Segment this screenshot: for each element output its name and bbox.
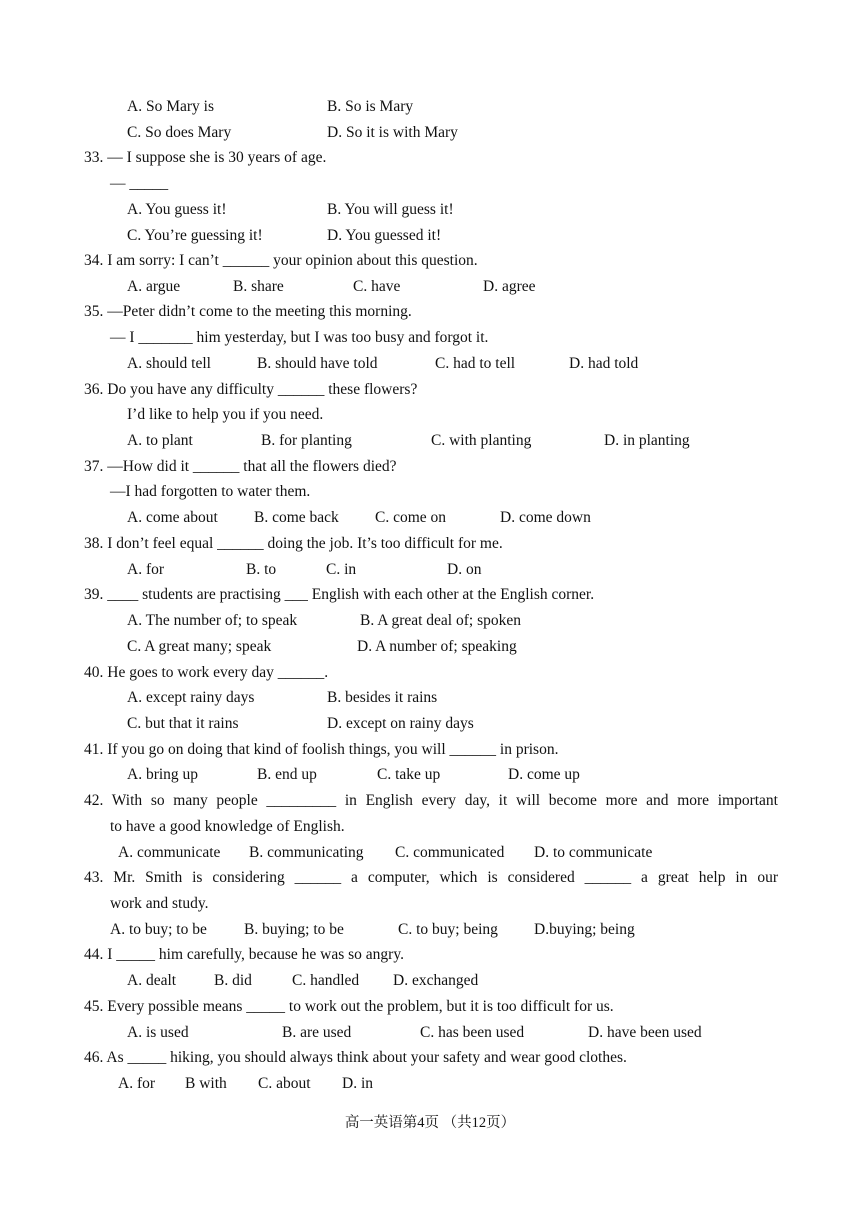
q37-option-b: B. come back [254, 509, 339, 526]
q38-option-b: B. to [246, 561, 277, 578]
q35-option-a: A. should tell [127, 355, 211, 372]
q46-option-b: B with [185, 1075, 227, 1092]
q39-option-c: C. A great many; speak [127, 638, 272, 655]
q43-stem: 43. Mr. Smith is considering ______ a computer, which is considered ______ a great help in our [84, 869, 778, 886]
q33-option-a: A. You guess it! [127, 201, 227, 218]
q43-option-b: B. buying; to be [244, 921, 344, 938]
q35-option-b: B. should have told [257, 355, 378, 372]
q36-stem: 36. Do you have any difficulty ______ these flowers? [84, 381, 418, 398]
q40-option-c: C. but that it rains [127, 715, 239, 732]
q44-option-d: D. exchanged [393, 972, 479, 989]
q41-option-d: D. come up [508, 766, 580, 783]
q46-option-c: C. about [258, 1075, 311, 1092]
q40-option-a: A. except rainy days [127, 689, 255, 706]
q41-option-c: C. take up [377, 766, 441, 783]
q36-option-d: D. in planting [604, 432, 690, 449]
q37-reply: —I had forgotten to water them. [110, 483, 311, 500]
q39-stem: 39. ____ students are practising ___ English with each other at the English corner. [84, 586, 595, 603]
q45-option-b: B. are used [282, 1024, 352, 1041]
q36-option-a: A. to plant [127, 432, 193, 449]
q44-stem: 44. I _____ him carefully, because he was so angry. [84, 946, 404, 963]
q32-option-d: D. So it is with Mary [327, 124, 458, 141]
page-footer: 高一英语第4页 （共12页） [344, 1115, 516, 1131]
q42-option-b: B. communicating [249, 844, 364, 861]
q35-option-c: C. had to tell [435, 355, 516, 372]
q36-option-c: C. with planting [431, 432, 532, 449]
q43-line2: work and study. [110, 895, 209, 912]
q34-stem: 34. I am sorry: I can’t ______ your opinion about this question. [84, 252, 478, 269]
q43-option-c: C. to buy; being [398, 921, 498, 938]
q38-stem: 38. I don’t feel equal ______ doing the job. It’s too difficult for me. [84, 535, 503, 552]
q36-line2: I’d like to help you if you need. [127, 406, 324, 423]
q46-option-d: D. in [342, 1075, 373, 1092]
q34-option-d: D. agree [483, 278, 536, 295]
q32-option-a: A. So Mary is [127, 98, 214, 115]
q43-option-d: D.buying; being [534, 921, 635, 938]
q33-option-b: B. You will guess it! [327, 201, 454, 218]
q42-stem: 42. With so many people _________ in English every day, it will become more and more important [84, 792, 778, 809]
q44-option-c: C. handled [292, 972, 360, 989]
q43-option-a: A. to buy; to be [110, 921, 207, 938]
q39-option-d: D. A number of; speaking [357, 638, 517, 655]
q37-option-a: A. come about [127, 509, 218, 526]
q41-option-a: A. bring up [127, 766, 199, 783]
q35-option-d: D. had told [569, 355, 639, 372]
q33-option-c: C. You’re guessing it! [127, 227, 263, 244]
q33-option-d: D. You guessed it! [327, 227, 442, 244]
q34-option-c: C. have [353, 278, 401, 295]
q39-option-b: B. A great deal of; spoken [360, 612, 521, 629]
q37-option-c: C. come on [375, 509, 447, 526]
q37-option-d: D. come down [500, 509, 591, 526]
q33-stem: 33. — I suppose she is 30 years of age. [84, 149, 327, 166]
q33-reply: — _____ [110, 175, 169, 192]
q45-option-a: A. is used [127, 1024, 189, 1041]
q40-stem: 40. He goes to work every day ______. [84, 664, 329, 681]
q45-option-c: C. has been used [420, 1024, 525, 1041]
q42-option-c: C. communicated [395, 844, 505, 861]
q41-option-b: B. end up [257, 766, 317, 783]
q35-stem: 35. —Peter didn’t come to the meeting this morning. [84, 303, 412, 320]
q34-option-b: B. share [233, 278, 284, 295]
q46-option-a: A. for [118, 1075, 156, 1092]
q37-stem: 37. —How did it ______ that all the flowers died? [84, 458, 397, 475]
q38-option-a: A. for [127, 561, 165, 578]
q42-option-a: A. communicate [118, 844, 221, 861]
q45-option-d: D. have been used [588, 1024, 702, 1041]
q32-option-b: B. So is Mary [327, 98, 414, 115]
q44-option-b: B. did [214, 972, 252, 989]
q42-line2: to have a good knowledge of English. [110, 818, 345, 835]
q38-option-d: D. on [447, 561, 482, 578]
q44-option-a: A. dealt [127, 972, 177, 989]
q42-option-d: D. to communicate [534, 844, 653, 861]
q41-stem: 41. If you go on doing that kind of foolish things, you will ______ in prison. [84, 741, 559, 758]
q46-stem: 46. As _____ hiking, you should always think about your safety and wear good clothes. [84, 1049, 627, 1066]
q40-option-b: B. besides it rains [327, 689, 438, 706]
q34-option-a: A. argue [127, 278, 181, 295]
q45-stem: 45. Every possible means _____ to work out the problem, but it is too difficult for us. [84, 998, 614, 1015]
q39-option-a: A. The number of; to speak [127, 612, 298, 629]
q35-reply: — I _______ him yesterday, but I was too busy and forgot it. [110, 329, 489, 346]
q32-option-c: C. So does Mary [127, 124, 232, 141]
q36-option-b: B. for planting [261, 432, 352, 449]
q40-option-d: D. except on rainy days [327, 715, 474, 732]
q38-option-c: C. in [326, 561, 357, 578]
